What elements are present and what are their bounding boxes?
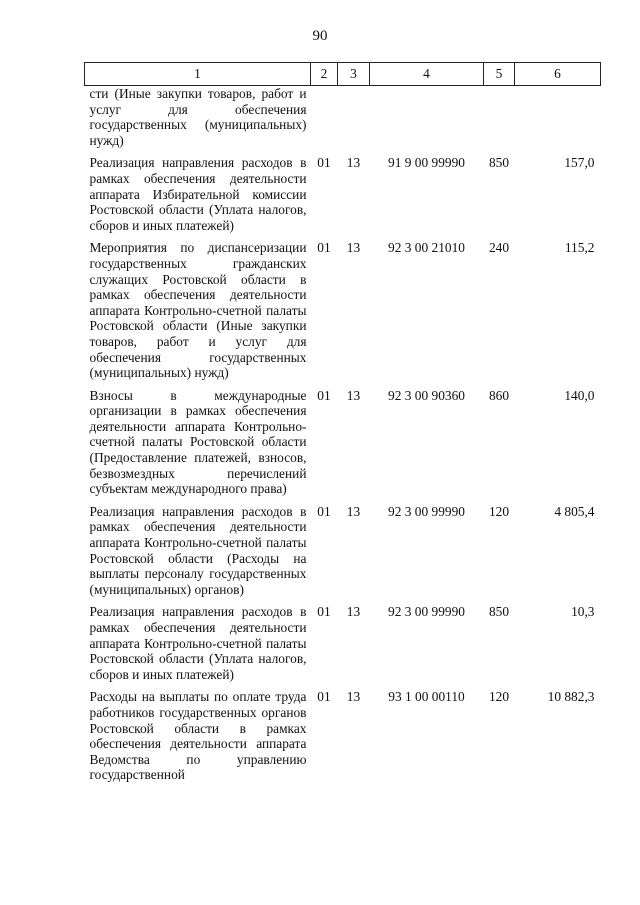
row-target-code <box>370 86 484 149</box>
table-row <box>85 86 601 149</box>
row-target-code: 93 1 00 00110 <box>388 689 465 705</box>
row-subsection: 13 <box>346 604 361 620</box>
header-cell-4: 4 <box>370 63 484 86</box>
row-section: 01 <box>317 240 331 256</box>
row-description: Реализация направления расходов в рамках обеспечения деятельности аппарата Контрольно-счетной палаты Ростовской области (Расходы на выплаты персоналу государственных (муниципальных) органов) <box>89 503 307 597</box>
row-expense-type: 860 <box>488 387 510 403</box>
row-subsection: 13 <box>346 689 361 705</box>
row-target-code: 92 3 00 21010 <box>388 240 465 256</box>
row-expense-type: 240 <box>488 240 510 256</box>
row-amount: 10,3 <box>571 604 595 620</box>
row-expense-type <box>484 86 515 149</box>
row-amount: 115,2 <box>564 240 595 256</box>
header-cell-6: 6 <box>515 63 601 86</box>
row-description: Реализация направления расходов в рамках обеспечения деятельности аппарата Контрольно-счетной палаты Ростовской области (Уплата налогов, сборов и иных платежей) <box>89 604 307 682</box>
page-number: 90 <box>312 28 328 44</box>
row-expense-type: 120 <box>488 503 510 519</box>
row-target-code: 91 9 00 99990 <box>388 155 465 171</box>
row-section: 01 <box>317 155 331 171</box>
table-row <box>85 682 601 783</box>
row-target-code: 92 3 00 90360 <box>388 387 465 403</box>
row-description: Реализация направления расходов в рамках обеспечения деятельности аппарата Избирательной комиссии Ростовской области (Уплата налогов, сборов и иных платежей) <box>89 155 307 233</box>
header-cell-1: 1 <box>85 63 311 86</box>
row-subsection: 13 <box>346 387 361 403</box>
budget-table <box>84 62 601 783</box>
row-section: 01 <box>317 503 331 519</box>
row-amount: 4 805,4 <box>554 503 595 519</box>
row-expense-type: 850 <box>488 155 510 171</box>
row-section: 01 <box>317 689 331 705</box>
row-subsection: 13 <box>346 155 361 171</box>
row-expense-type: 120 <box>488 689 510 705</box>
header-cell-5: 5 <box>484 63 515 86</box>
row-amount: 157,0 <box>564 155 595 171</box>
row-amount: 140,0 <box>564 387 595 403</box>
row-description: Мероприятия по диспансеризации государственных гражданских служащих Ростовской области в рамках обеспечения деятельности аппарата Контрольно-счетной палаты Ростовской области (Иные закупки товаров, работ и услуг для обеспечения государственных (муниципальных) нужд) <box>89 240 307 381</box>
row-section: 01 <box>317 604 331 620</box>
row-target-code: 92 3 00 99990 <box>388 604 465 620</box>
row-subsection: 13 <box>346 240 361 256</box>
row-section <box>311 86 338 149</box>
row-section: 01 <box>317 387 331 403</box>
row-description: Взносы в международные организации в рамках обеспечения деятельности аппарата Контрольно-счетной палаты Ростовской области (Предоставление платежей, взносов, безвозмездных перечислений субъектам международного права) <box>89 387 307 497</box>
row-description: сти (Иные закупки товаров, работ и услуг для обеспечения государственных (муниципальных) нужд) <box>89 86 307 148</box>
table-row <box>85 497 601 598</box>
table-row <box>85 597 601 682</box>
row-target-code: 92 3 00 99990 <box>388 503 465 519</box>
row-amount: 10 882,3 <box>547 689 595 705</box>
row-description: Расходы на выплаты по оплате труда работников государственных органов Ростовской области в рамках обеспечения деятельности аппарата Ведомства по управлению государственной <box>89 689 307 783</box>
row-subsection: 13 <box>346 503 361 519</box>
table-row <box>85 381 601 497</box>
row-expense-type: 850 <box>488 604 510 620</box>
table-row <box>85 148 601 233</box>
row-subsection <box>338 86 370 149</box>
row-amount <box>515 86 601 149</box>
header-cell-2: 2 <box>311 63 338 86</box>
table-row <box>85 233 601 380</box>
header-row <box>85 63 601 86</box>
header-cell-3: 3 <box>338 63 370 86</box>
